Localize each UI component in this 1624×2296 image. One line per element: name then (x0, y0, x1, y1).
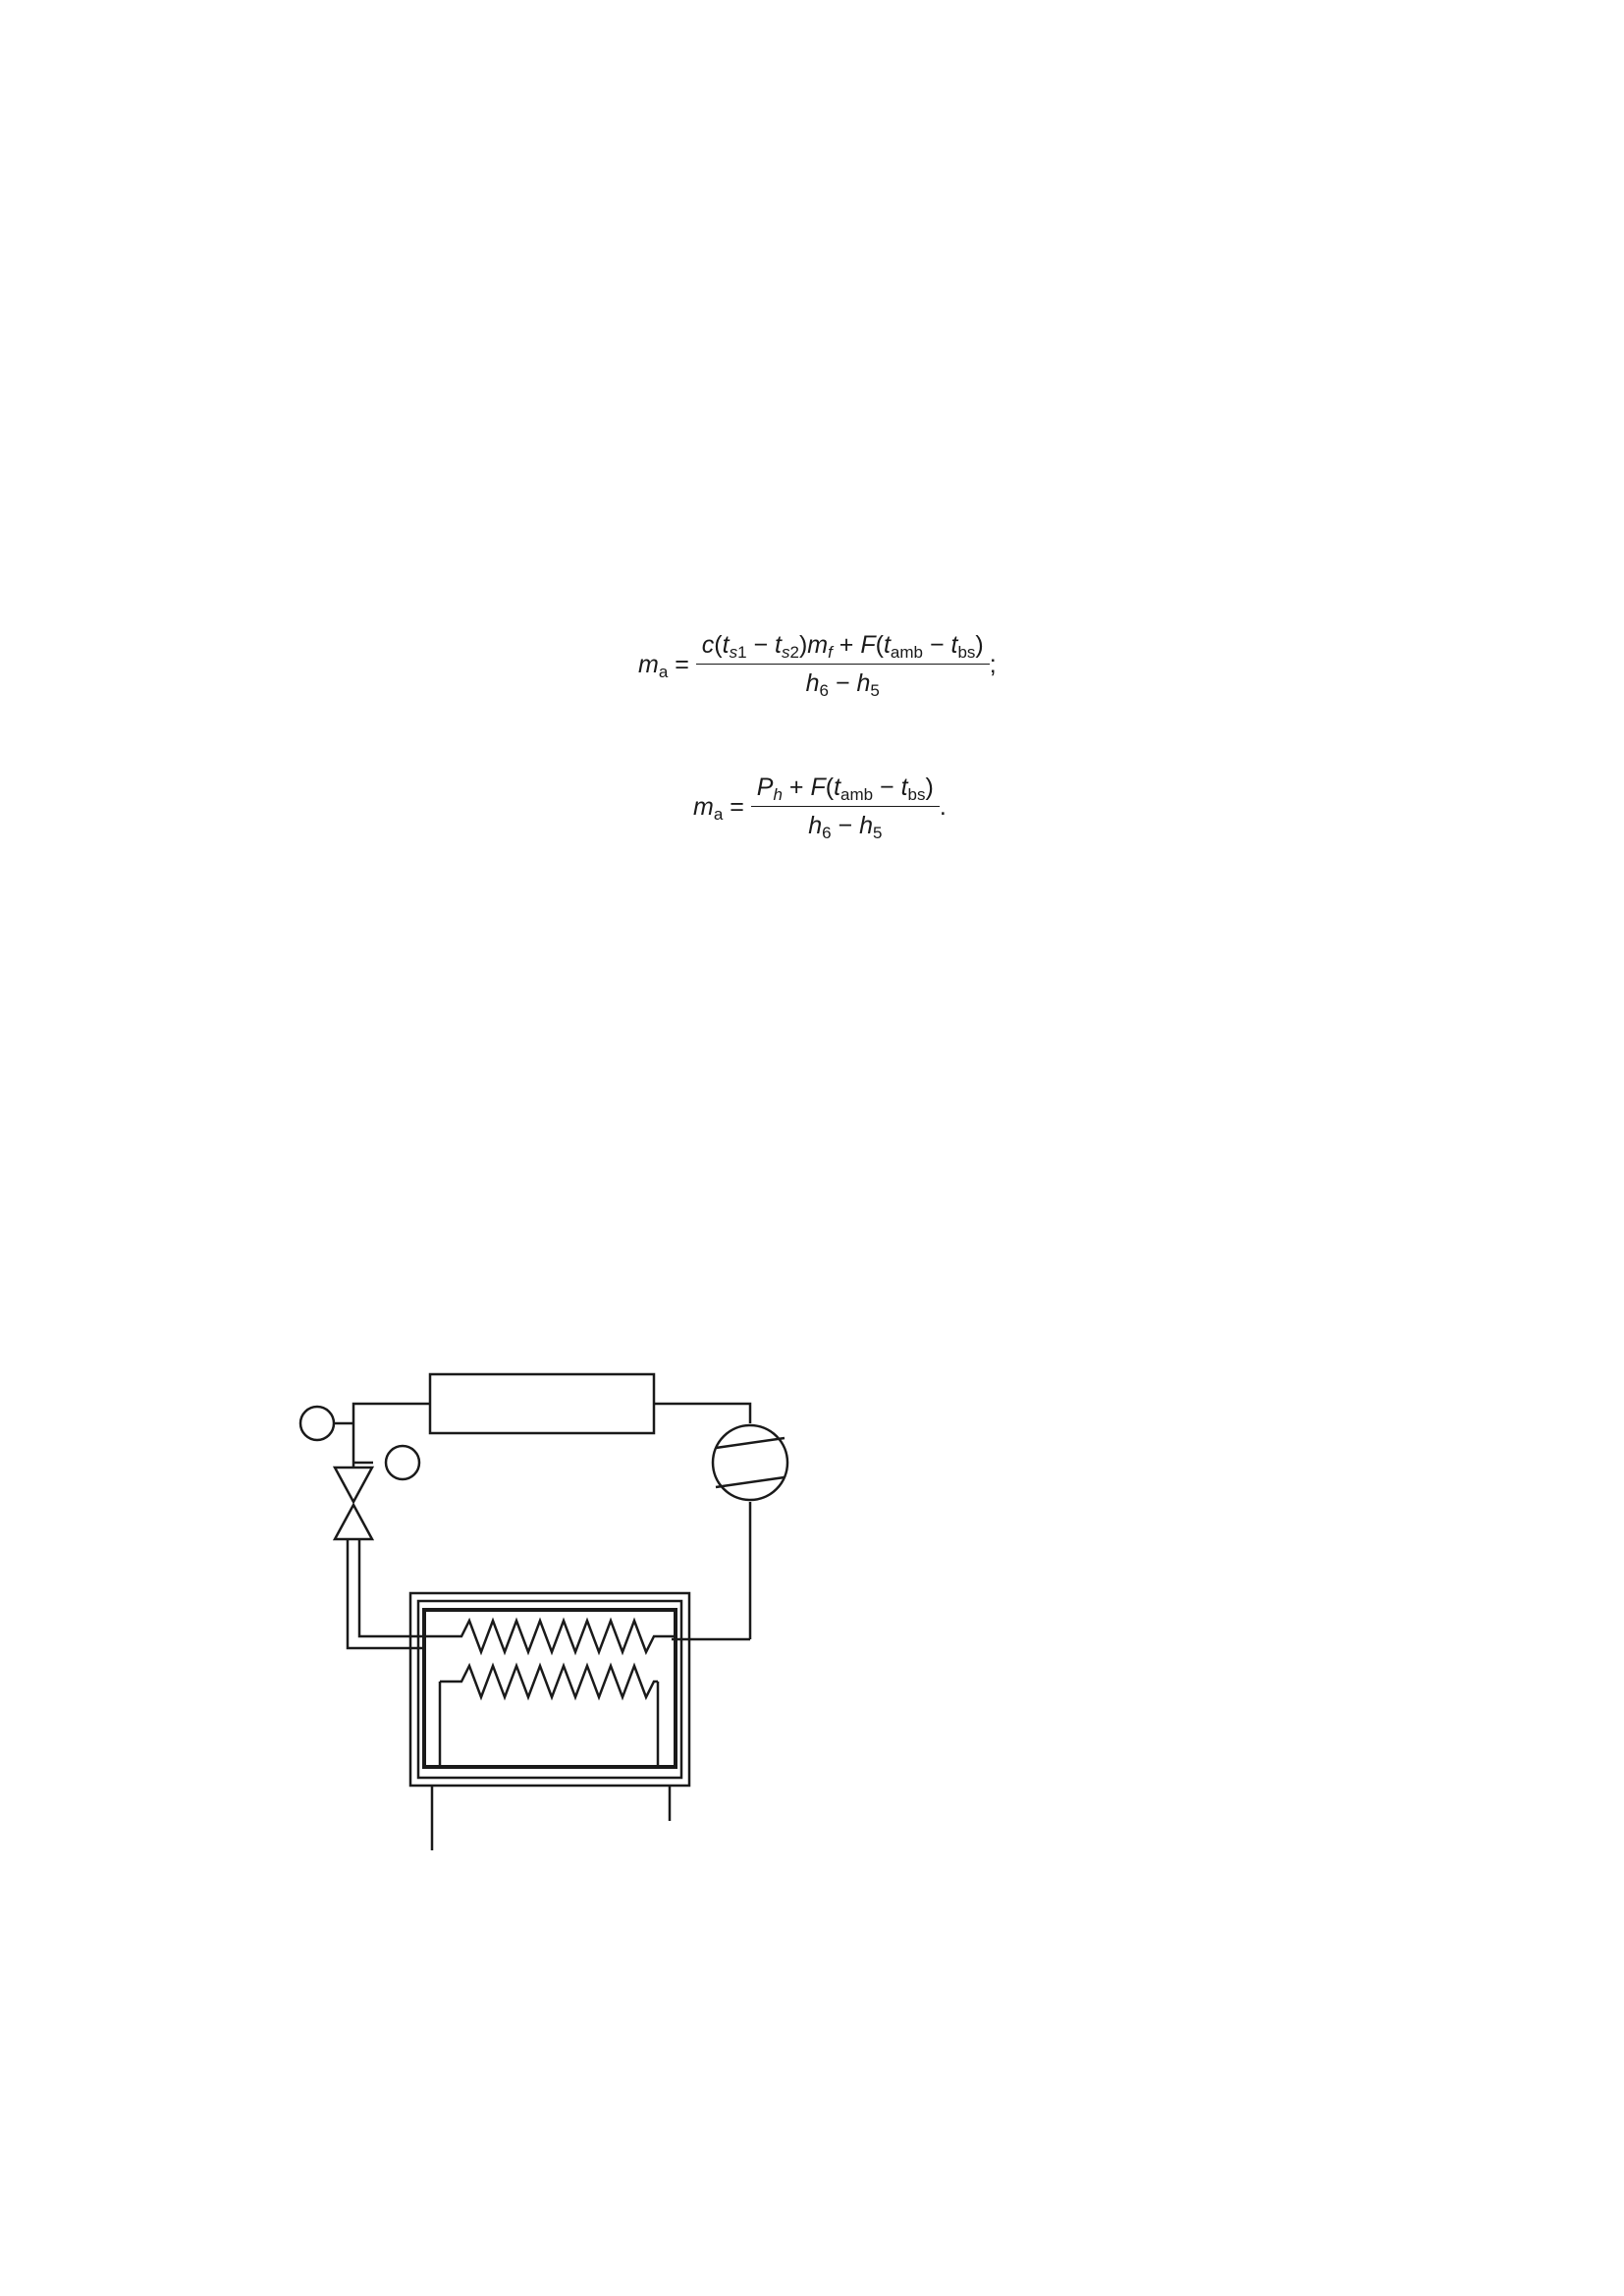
figure-4 (0, 1306, 1624, 1895)
sensor-5 (386, 1446, 419, 1479)
equation-11-formula: $m_a$ = $\frac{P_h + F(t_{amb} - t_{bs})}{h_6 - h_5}$ . (693, 771, 947, 842)
compressor-a-line-1 (716, 1438, 785, 1448)
valve-c-top (335, 1468, 372, 1502)
valve-c-bottom (335, 1505, 372, 1539)
equation-11 (192, 771, 1518, 859)
coil-upper (424, 1621, 676, 1652)
equation-10-formula: $m_a$ = $\frac{c(t_{s1} - t_{s2})m_f + F(t_{amb} - t_{bs})}{h_6 - h_5}$ ; (638, 628, 997, 700)
valve-pipe-2 (359, 1539, 422, 1636)
equation-10 (192, 628, 1518, 717)
condenser-b (430, 1374, 654, 1433)
cycle-schematic (300, 1374, 787, 1850)
coil-lower (440, 1666, 658, 1697)
compressor-a (713, 1425, 787, 1500)
figure-4-drawings (0, 1306, 1624, 1895)
compressor-a-line-2 (716, 1477, 785, 1487)
pipe-right-top (654, 1404, 750, 1423)
sensor-12 (300, 1407, 334, 1440)
